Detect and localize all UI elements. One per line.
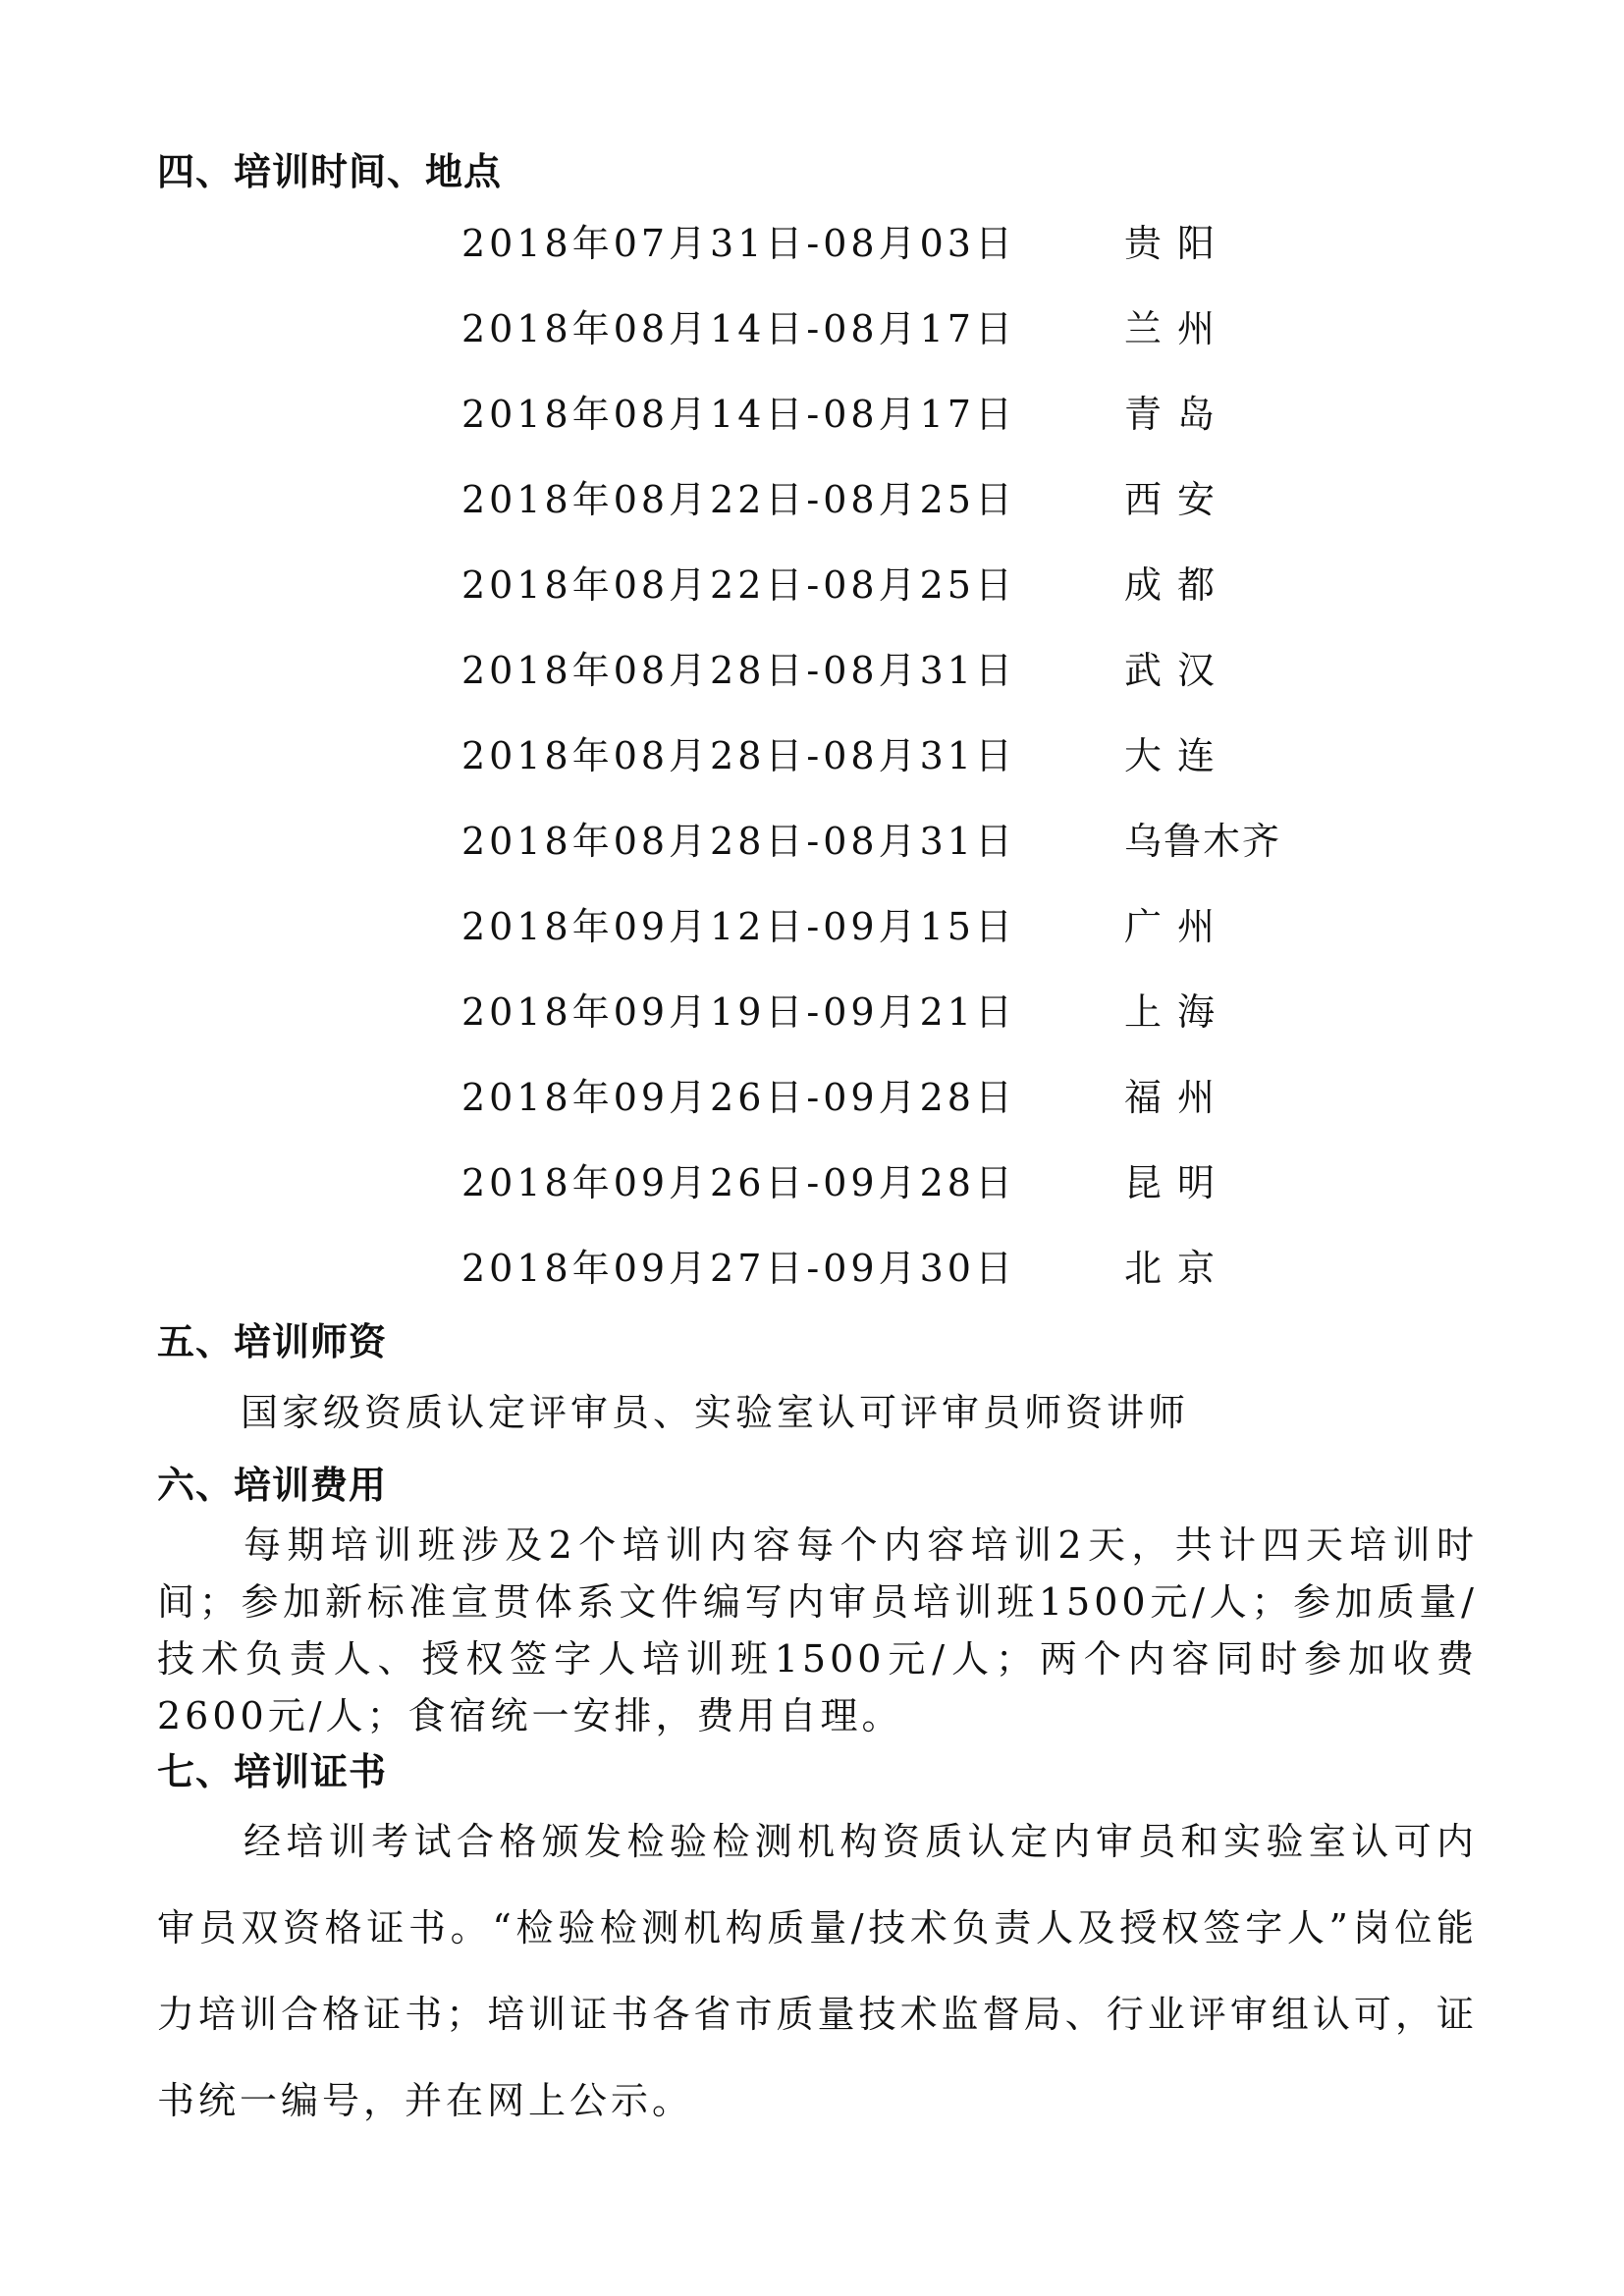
schedule-city: 贵阳	[1124, 222, 1231, 265]
section-5-body: 国家级资质认定评审员、实验室认可评审员师资讲师	[241, 1391, 1190, 1434]
schedule-city: 福州	[1124, 1076, 1231, 1119]
schedule-date: 2018年08月28日-08月31日	[461, 734, 1016, 777]
schedule-date: 2018年08月22日-08月25日	[461, 563, 1016, 607]
schedule-date: 2018年08月28日-08月31日	[461, 649, 1016, 692]
section-4-heading: 四、培训时间、地点	[157, 150, 503, 193]
section-7-heading: 七、培训证书	[157, 1750, 388, 1793]
schedule-city: 上海	[1124, 990, 1231, 1034]
schedule-date: 2018年09月26日-09月28日	[461, 1161, 1016, 1204]
schedule-date: 2018年09月12日-09月15日	[461, 905, 1016, 948]
schedule-city: 武汉	[1124, 649, 1231, 692]
schedule-city: 青岛	[1124, 393, 1231, 436]
schedule-date: 2018年09月27日-09月30日	[461, 1247, 1016, 1290]
schedule-city: 广州	[1124, 905, 1231, 948]
schedule-city: 大连	[1124, 734, 1231, 777]
section-5-heading: 五、培训师资	[157, 1320, 388, 1363]
schedule-date: 2018年08月14日-08月17日	[461, 393, 1016, 436]
schedule-date: 2018年09月26日-09月28日	[461, 1076, 1016, 1119]
section-7-body: 经培训考试合格颁发检验检测机构资质认定内审员和实验室认可内审员双资格证书。“检验检测机构质量/技术负责人及授权签字人”岗位能力培训合格证书；培训证书各省市质量技术监督局、行业评审组认可，证书统一编号，并在网上公示。	[157, 1820, 1478, 2122]
schedule-city: 北京	[1124, 1247, 1231, 1290]
schedule-city: 成都	[1124, 563, 1231, 607]
section-6-body: 每期培训班涉及2个培训内容每个内容培训2天，共计四天培训时间；参加新标准宣贯体系文件编写内审员培训班1500元/人；参加质量/技术负责人、授权签字人培训班1500元/人；两个内容同时参加收费2600元/人；食宿统一安排，费用自理。	[157, 1523, 1478, 1737]
schedule-city: 乌鲁木齐	[1124, 820, 1282, 863]
schedule-city: 兰州	[1124, 307, 1231, 350]
schedule-city: 西安	[1124, 478, 1231, 521]
section-6-heading: 六、培训费用	[157, 1464, 388, 1507]
training-schedule	[461, 218, 1345, 1298]
schedule-date: 2018年08月28日-08月31日	[461, 820, 1016, 863]
schedule-date: 2018年08月14日-08月17日	[461, 307, 1016, 350]
schedule-date: 2018年08月22日-08月25日	[461, 478, 1016, 521]
schedule-date: 2018年07月31日-08月03日	[461, 222, 1016, 265]
schedule-city: 昆明	[1124, 1161, 1231, 1204]
schedule-date: 2018年09月19日-09月21日	[461, 990, 1016, 1034]
